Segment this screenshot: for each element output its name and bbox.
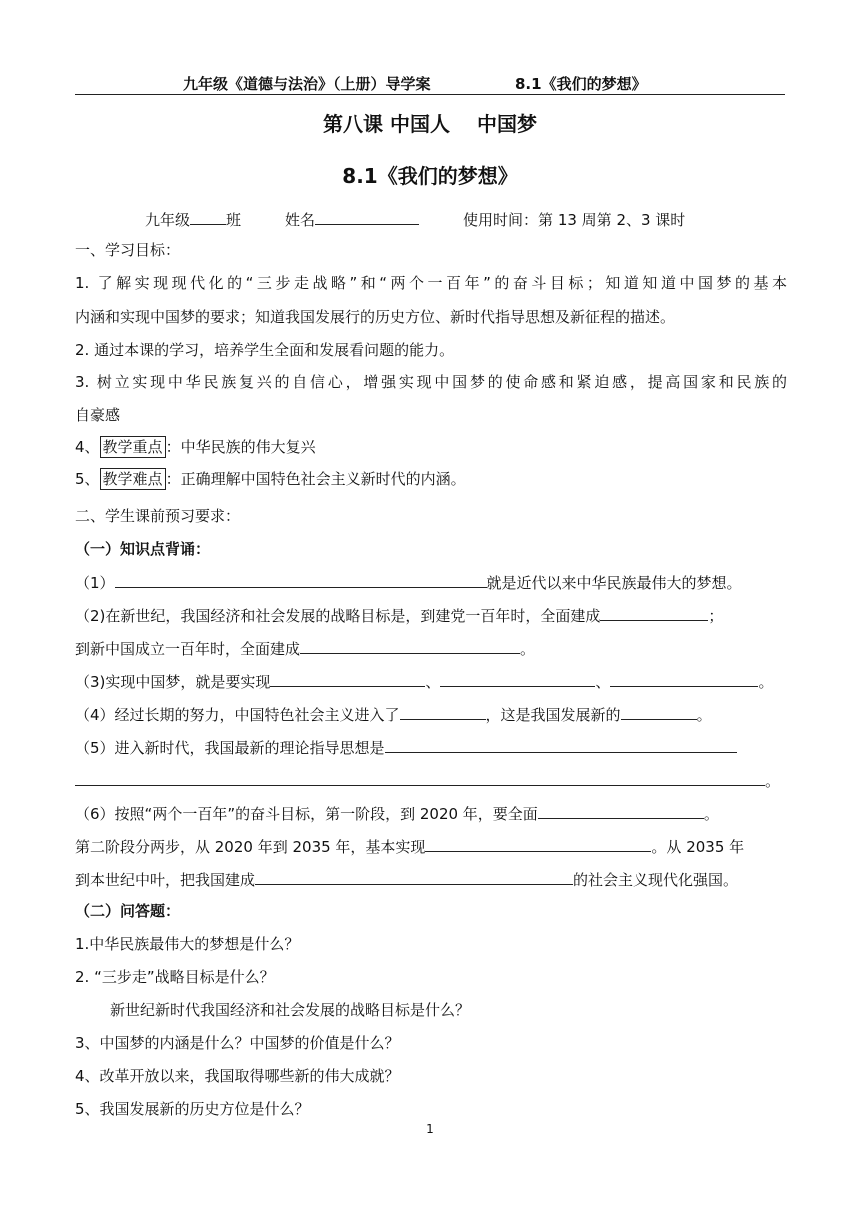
goal-3-line-1: 3. 树立实现中华民族复兴的自信心，增强实现中国梦的使命感和紧迫感，提高国家和民族的 [75,373,787,391]
name-label: 姓名 [285,211,316,229]
q2-blank-2[interactable] [300,637,520,654]
q2-semicolon: ； [708,607,724,625]
q3-period: 。 [758,673,774,691]
question-6-line-3 [75,868,787,890]
goal-4-text: ：中华民族的伟大复兴 [165,438,316,456]
difficulty-box: 教学难点 [100,468,166,490]
grade-label: 九年级 [145,211,191,229]
goal-1-line-2: 内涵和实现中国梦的要求；知道我国发展行的历史方位、新时代指导思想及新征程的描述。 [75,308,676,326]
qa-1: 1.中华民族最伟大的梦想是什么？ [75,935,300,953]
q2-period: 。 [520,640,536,658]
q6-blank-3[interactable] [255,868,573,885]
goal-3-line-2: 自豪感 [75,406,121,424]
q6-period-1: 。 [703,805,719,823]
q4-period: 。 [696,706,712,724]
q3-sep-1: 、 [425,673,441,691]
goal-4 [75,436,787,458]
qa-4: 4、改革开放以来，我国取得哪些新的伟大成就？ [75,1067,400,1085]
q4-text-1: （4）经过长期的努力，中国特色社会主义进入了 [75,706,400,724]
q4-blank-2[interactable] [621,703,697,720]
goal-1-line-1: 1. 了解实现现代化的“三步走战略”和“两个一百年”的奋斗目标；知道知道中国梦的基本 [75,274,787,292]
class-label: 班 [226,211,242,229]
preview-heading: 二、学生课前预习要求： [75,507,241,525]
question-5-line-2 [75,769,787,791]
q3-blank-1[interactable] [270,670,425,687]
q2-blank-1[interactable] [600,604,708,621]
goal-5-prefix: 5、 [75,470,100,488]
q2-text-2: 到新中国成立一百年时，全面建成 [75,640,301,658]
info-line [145,208,857,230]
q5-blank-1[interactable] [385,736,737,753]
page-number: 1 [426,1122,434,1136]
q3-blank-2[interactable] [440,670,595,687]
q6-blank-1[interactable] [538,802,704,819]
question-5 [75,736,787,758]
qa-2: 2. “三步走”战略目标是什么？ [75,968,275,986]
usage-time: 使用时间：第 13 周第 2、3 课时 [463,211,686,229]
q6-blank-2[interactable] [425,835,651,852]
question-2-line-1 [75,604,787,626]
goals-heading: 一、学习目标： [75,241,181,259]
q1-blank[interactable] [115,571,487,588]
q4-blank-1[interactable] [400,703,486,720]
question-1 [75,571,787,593]
qa-5: 5、我国发展新的历史方位是什么？ [75,1100,310,1118]
question-3 [75,670,787,692]
knowledge-subheading: （一）知识点背诵： [75,540,211,558]
question-4 [75,703,787,725]
lesson-title: 第八课 中国人 中国梦 [323,112,537,136]
q6-text-2: 第二阶段分两步，从 2020 年到 2035 年，基本实现 [75,838,426,856]
name-blank[interactable] [315,208,419,225]
q1-prefix: （1） [75,574,115,592]
question-6-line-2 [75,835,787,857]
q5-blank-2[interactable] [75,769,765,786]
q6-text-5: 的社会主义现代化强国。 [573,871,739,889]
goal-5-text: ：正确理解中国特色社会主义新时代的内涵。 [165,470,466,488]
question-6-line-1 [75,802,787,824]
header-lesson-title: 8.1《我们的梦想》 [515,75,647,93]
q6-text-4: 到本世纪中叶，把我国建成 [75,871,256,889]
q3-blank-3[interactable] [610,670,758,687]
key-point-box: 教学重点 [100,436,166,458]
q1-suffix: 就是近代以来中华民族最伟大的梦想。 [486,574,742,592]
header-course-title: 九年级《道德与法治》（上册）导学案 [183,75,431,93]
qa-3: 3、中国梦的内涵是什么？中国梦的价值是什么？ [75,1034,400,1052]
q3-sep-2: 、 [595,673,611,691]
q5-text: （5）进入新时代，我国最新的理论指导思想是 [75,739,385,757]
qa-subheading: （二）问答题： [75,902,181,920]
q6-text-1: （6）按照“两个一百年”的奋斗目标，第一阶段，到 2020 年，要全面 [75,805,538,823]
qa-2b: 新世纪新时代我国经济和社会发展的战略目标是什么？ [110,1001,471,1019]
q5-period: 。 [765,772,781,790]
q6-text-3: 。从 2035 年 [651,838,745,856]
goal-5 [75,468,787,490]
q3-text: （3)实现中国梦，就是要实现 [75,673,271,691]
q2-text: （2)在新世纪，我国经济和社会发展的战略目标是，到建党一百年时，全面建成 [75,607,601,625]
section-title: 8.1《我们的梦想》 [342,164,518,188]
page-header [75,68,785,95]
goal-4-prefix: 4、 [75,438,100,456]
q4-text-2: ，这是我国发展新的 [485,706,621,724]
question-2-line-2 [75,637,787,659]
class-blank[interactable] [190,208,226,225]
goal-2: 2. 通过本课的学习，培养学生全面和发展看问题的能力。 [75,341,455,359]
